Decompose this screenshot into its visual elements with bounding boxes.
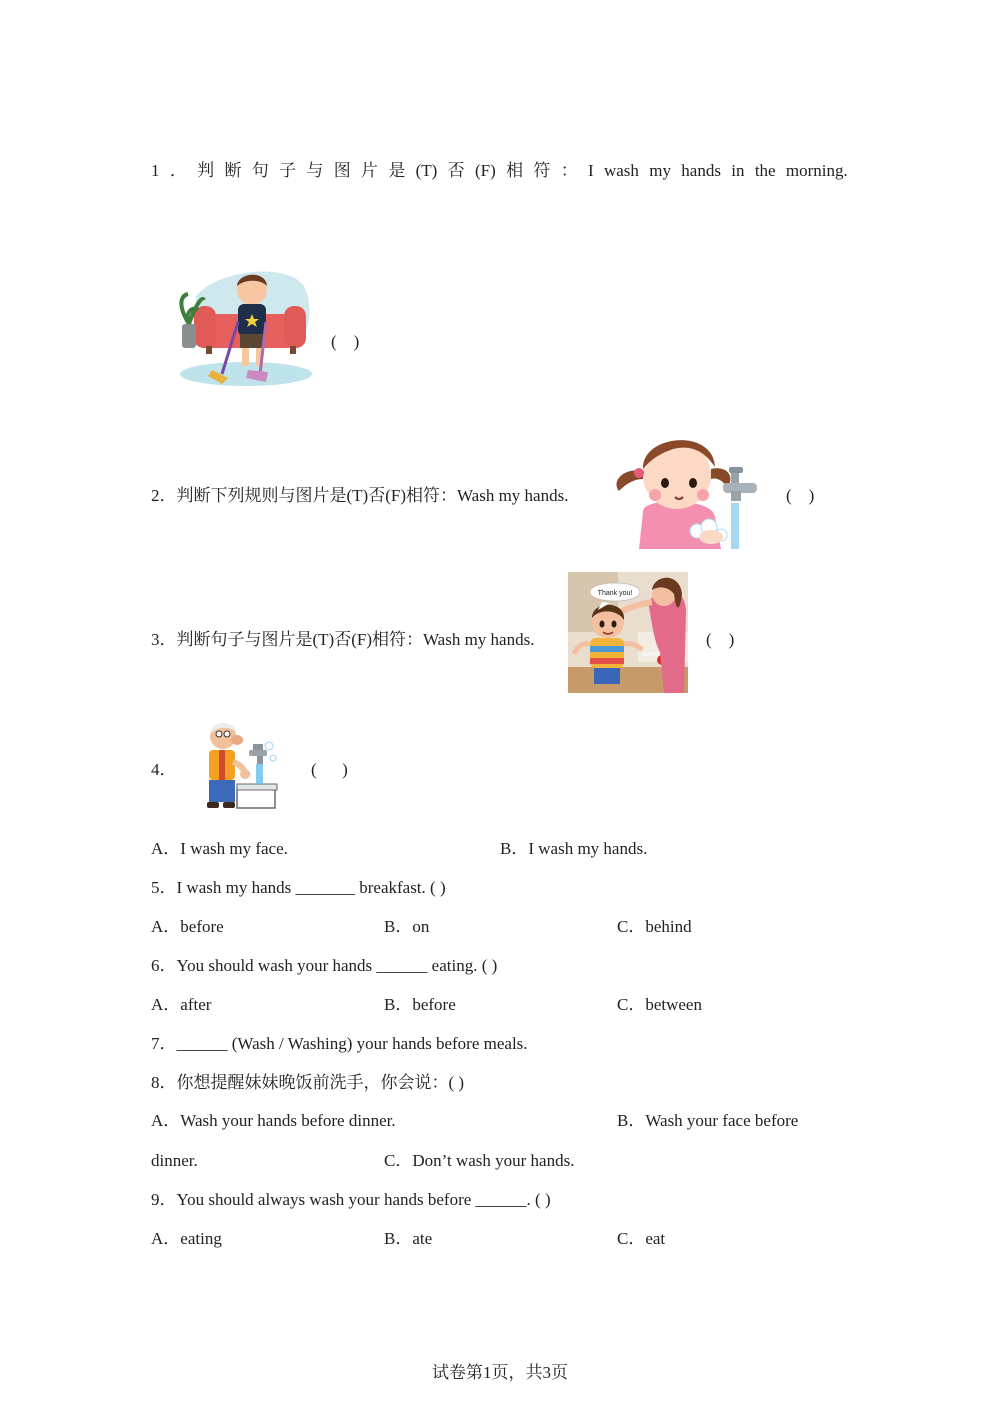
q1-char: 句 [251, 161, 269, 180]
q1-char: 片 [361, 161, 378, 180]
q1-char: 1 [151, 161, 160, 180]
q1-char: in [731, 161, 745, 180]
q1-char: 是 [388, 161, 406, 180]
q8-option-b[interactable]: B．Wash your face before [617, 1111, 799, 1130]
q5-option-a[interactable]: A．before [151, 917, 224, 936]
q1-char: I [588, 161, 594, 180]
q1-char: ． [169, 161, 187, 180]
old-man-washing-hands-image [197, 718, 281, 812]
question-4-number: 4． [151, 760, 177, 779]
page-footer: 试卷第1页，共3页 [432, 1363, 568, 1382]
girl-washing-hands-image [603, 427, 771, 549]
q1-char: 与 [306, 161, 324, 180]
q5-option-b[interactable]: B．on [384, 917, 430, 936]
mother-child-thank-you-image [568, 572, 688, 693]
q9-option-a[interactable]: A．eating [151, 1229, 222, 1248]
boy-sweeping-image [176, 266, 312, 390]
question-9-stem: 9．You should always wash your hands before ______. ( ) [151, 1190, 551, 1209]
q1-char: 相 [506, 161, 524, 180]
q8-option-c[interactable]: C．Don’t wash your hands. [384, 1151, 575, 1170]
q2-answer-parentheses[interactable]: ( ) [786, 486, 815, 505]
question-8-stem: 8．你想提醒妹妹晚饭前洗手，你会说：( ) [151, 1073, 465, 1092]
q6-option-c[interactable]: C．between [617, 995, 702, 1014]
question-2-stem: 2．判断下列规则与图片是(T)否(F)相符：Wash my hands. [151, 486, 569, 505]
question-3-stem: 3．判断句子与图片是(T)否(F)相符：Wash my hands. [151, 630, 535, 649]
question-1-stem [151, 161, 848, 181]
q1-char: hands [681, 161, 721, 180]
q1-char: 图 [333, 161, 351, 180]
q6-option-b[interactable]: B．before [384, 995, 456, 1014]
q4-answer-parentheses[interactable]: ( ) [311, 760, 348, 779]
q4-option-a[interactable]: A．I wash my face. [151, 839, 288, 858]
q5-option-c[interactable]: C．behind [617, 917, 692, 936]
q1-char: ： [560, 161, 578, 180]
q1-char: 判 [197, 161, 215, 180]
question-5-stem: 5．I wash my hands _______ breakfast. ( ) [151, 878, 446, 897]
q3-answer-parentheses[interactable]: ( ) [706, 630, 735, 649]
q1-char: 断 [224, 161, 242, 180]
q4-option-b[interactable]: B．I wash my hands. [500, 839, 648, 858]
q1-answer-parentheses[interactable]: ( ) [331, 332, 360, 351]
question-6-stem: 6．You should wash your hands ______ eating. ( ) [151, 956, 498, 975]
q1-char: 子 [279, 161, 297, 180]
q8-option-a[interactable]: A．Wash your hands before dinner. [151, 1111, 396, 1130]
q1-char: my [649, 161, 671, 180]
question-7-stem: 7．______ (Wash / Washing) your hands before meals. [151, 1034, 528, 1053]
q6-option-a[interactable]: A．after [151, 995, 212, 1014]
q1-char: 否 [447, 161, 465, 180]
q9-option-b[interactable]: B．ate [384, 1229, 433, 1248]
q1-char: (T) [415, 161, 438, 180]
q1-char: morning. [785, 161, 848, 180]
q1-char: the [754, 161, 776, 180]
q1-char: 符 [533, 161, 551, 180]
speech-bubble-text: Thank you! [597, 590, 633, 597]
q8-option-b-continued[interactable]: dinner. [151, 1151, 198, 1170]
q1-char: wash [603, 161, 639, 180]
q1-char: (F) [474, 161, 496, 180]
q9-option-c[interactable]: C．eat [617, 1229, 666, 1248]
